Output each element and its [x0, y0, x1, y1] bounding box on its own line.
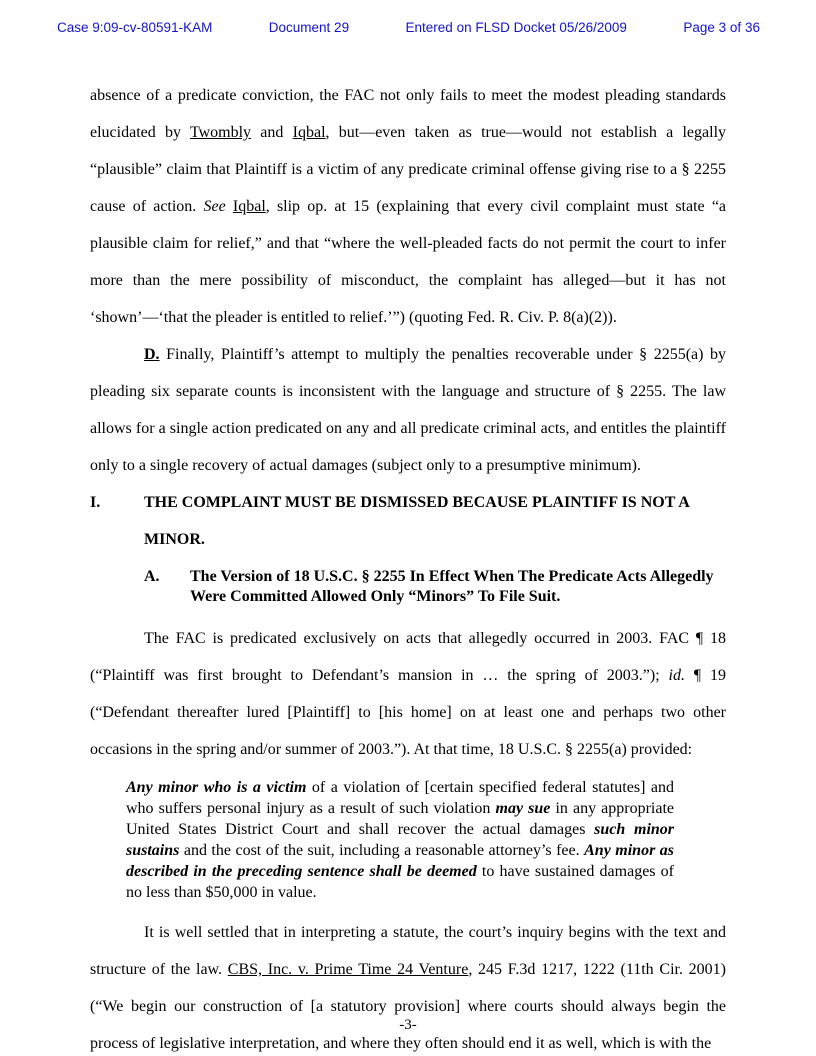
subsection-heading-letter: A. [144, 568, 160, 585]
paragraph-fac-2003: The FAC is predicated exclusively on acts that allegedly occurred in 2003. FAC ¶ 18 (“Plaintiff was first brought to Defendant’s mansion in … the spring of 2003.”); id. ¶ 19 (“Defendant thereafter lured [Plaintiff] to [his home] on at least one and perhaps two other occasions in the spring and/or summer of 2003.”). At that time, 18 U.S.C. § 2255(a) provided: [90, 630, 726, 758]
docket-entry-stamp: Entered on FLSD Docket 05/26/2009 [405, 20, 627, 35]
subsection-heading-a [144, 567, 716, 607]
paragraph-pleading-standards: absence of a predicate conviction, the FAC not only fails to meet the modest pleading standards elucidated by Twombly and Iqbal, but—even taken as true—would not establish a legally “plausible” claim that Plaintiff is a victim of any predicate criminal offense giving rise to a § 2255 cause of action. See Iqbal, slip op. at 15 (explaining that every civil complaint must state “a plausible claim for relief,” and that “where the well-pleaded facts do not permit the court to infer more than the mere possibility of misconduct, the complaint has alleged—but it has not ‘shown’—‘that the pleader is entitled to relief.’”) (quoting Fed. R. Civ. P. 8(a)(2)). [90, 87, 727, 326]
subsection-heading-text: The Version of 18 U.S.C. § 2255 In Effect When The Predicate Acts Allegedly Were Committed Allowed Only “Minors” To File Suit. [190, 568, 714, 605]
statute-block-quote: Any minor who is a victim of a violation of [certain specified federal statutes] and who suffers personal injury as a result of such violation may sue in any appropriate United States District Court and shall recover the actual damages such minor sustains and the cost of the suit, including a reasonable attorney’s fee. Any minor as described in the preceding sentence shall be deemed to have sustained damages of no less than $50,000 in value. [126, 779, 675, 901]
section-heading-i [90, 484, 726, 558]
ecf-stamp-header [0, 0, 816, 35]
document-number: Document 29 [268, 20, 350, 35]
page-indicator: Page 3 of 36 [683, 20, 760, 35]
document-body [0, 77, 816, 1056]
page-number: -3- [399, 1017, 417, 1033]
page-number-footer [0, 1017, 816, 1034]
paragraph-statutory-interpretation: It is well settled that in interpreting a statute, the court’s inquiry begins with the text and structure of the law. CBS, Inc. v. Prime Time 24 Venture, 245 F.3d 1217, 1222 (11th Cir. 2001) (“We begin our construction of [a statutory provision] where courts should always begin the process of legislative interpretation, and where they often should end it as well, which is with the [90, 924, 727, 1052]
paragraph-section-d: D. Finally, Plaintiff’s attempt to multiply the penalties recoverable under § 2255(a) by pleading six separate counts is inconsistent with the language and structure of § 2255. The law allows for a single action predicated on any and all predicate criminal acts, and entitles the plaintiff only to a single recovery of actual damages (subject only to a presumptive minimum). [90, 346, 726, 474]
case-number: Case 9:09-cv-80591-KAM [57, 20, 213, 35]
section-heading-text: THE COMPLAINT MUST BE DISMISSED BECAUSE PLAINTIFF IS NOT A MINOR. [144, 494, 689, 548]
section-heading-numeral: I. [90, 494, 101, 511]
